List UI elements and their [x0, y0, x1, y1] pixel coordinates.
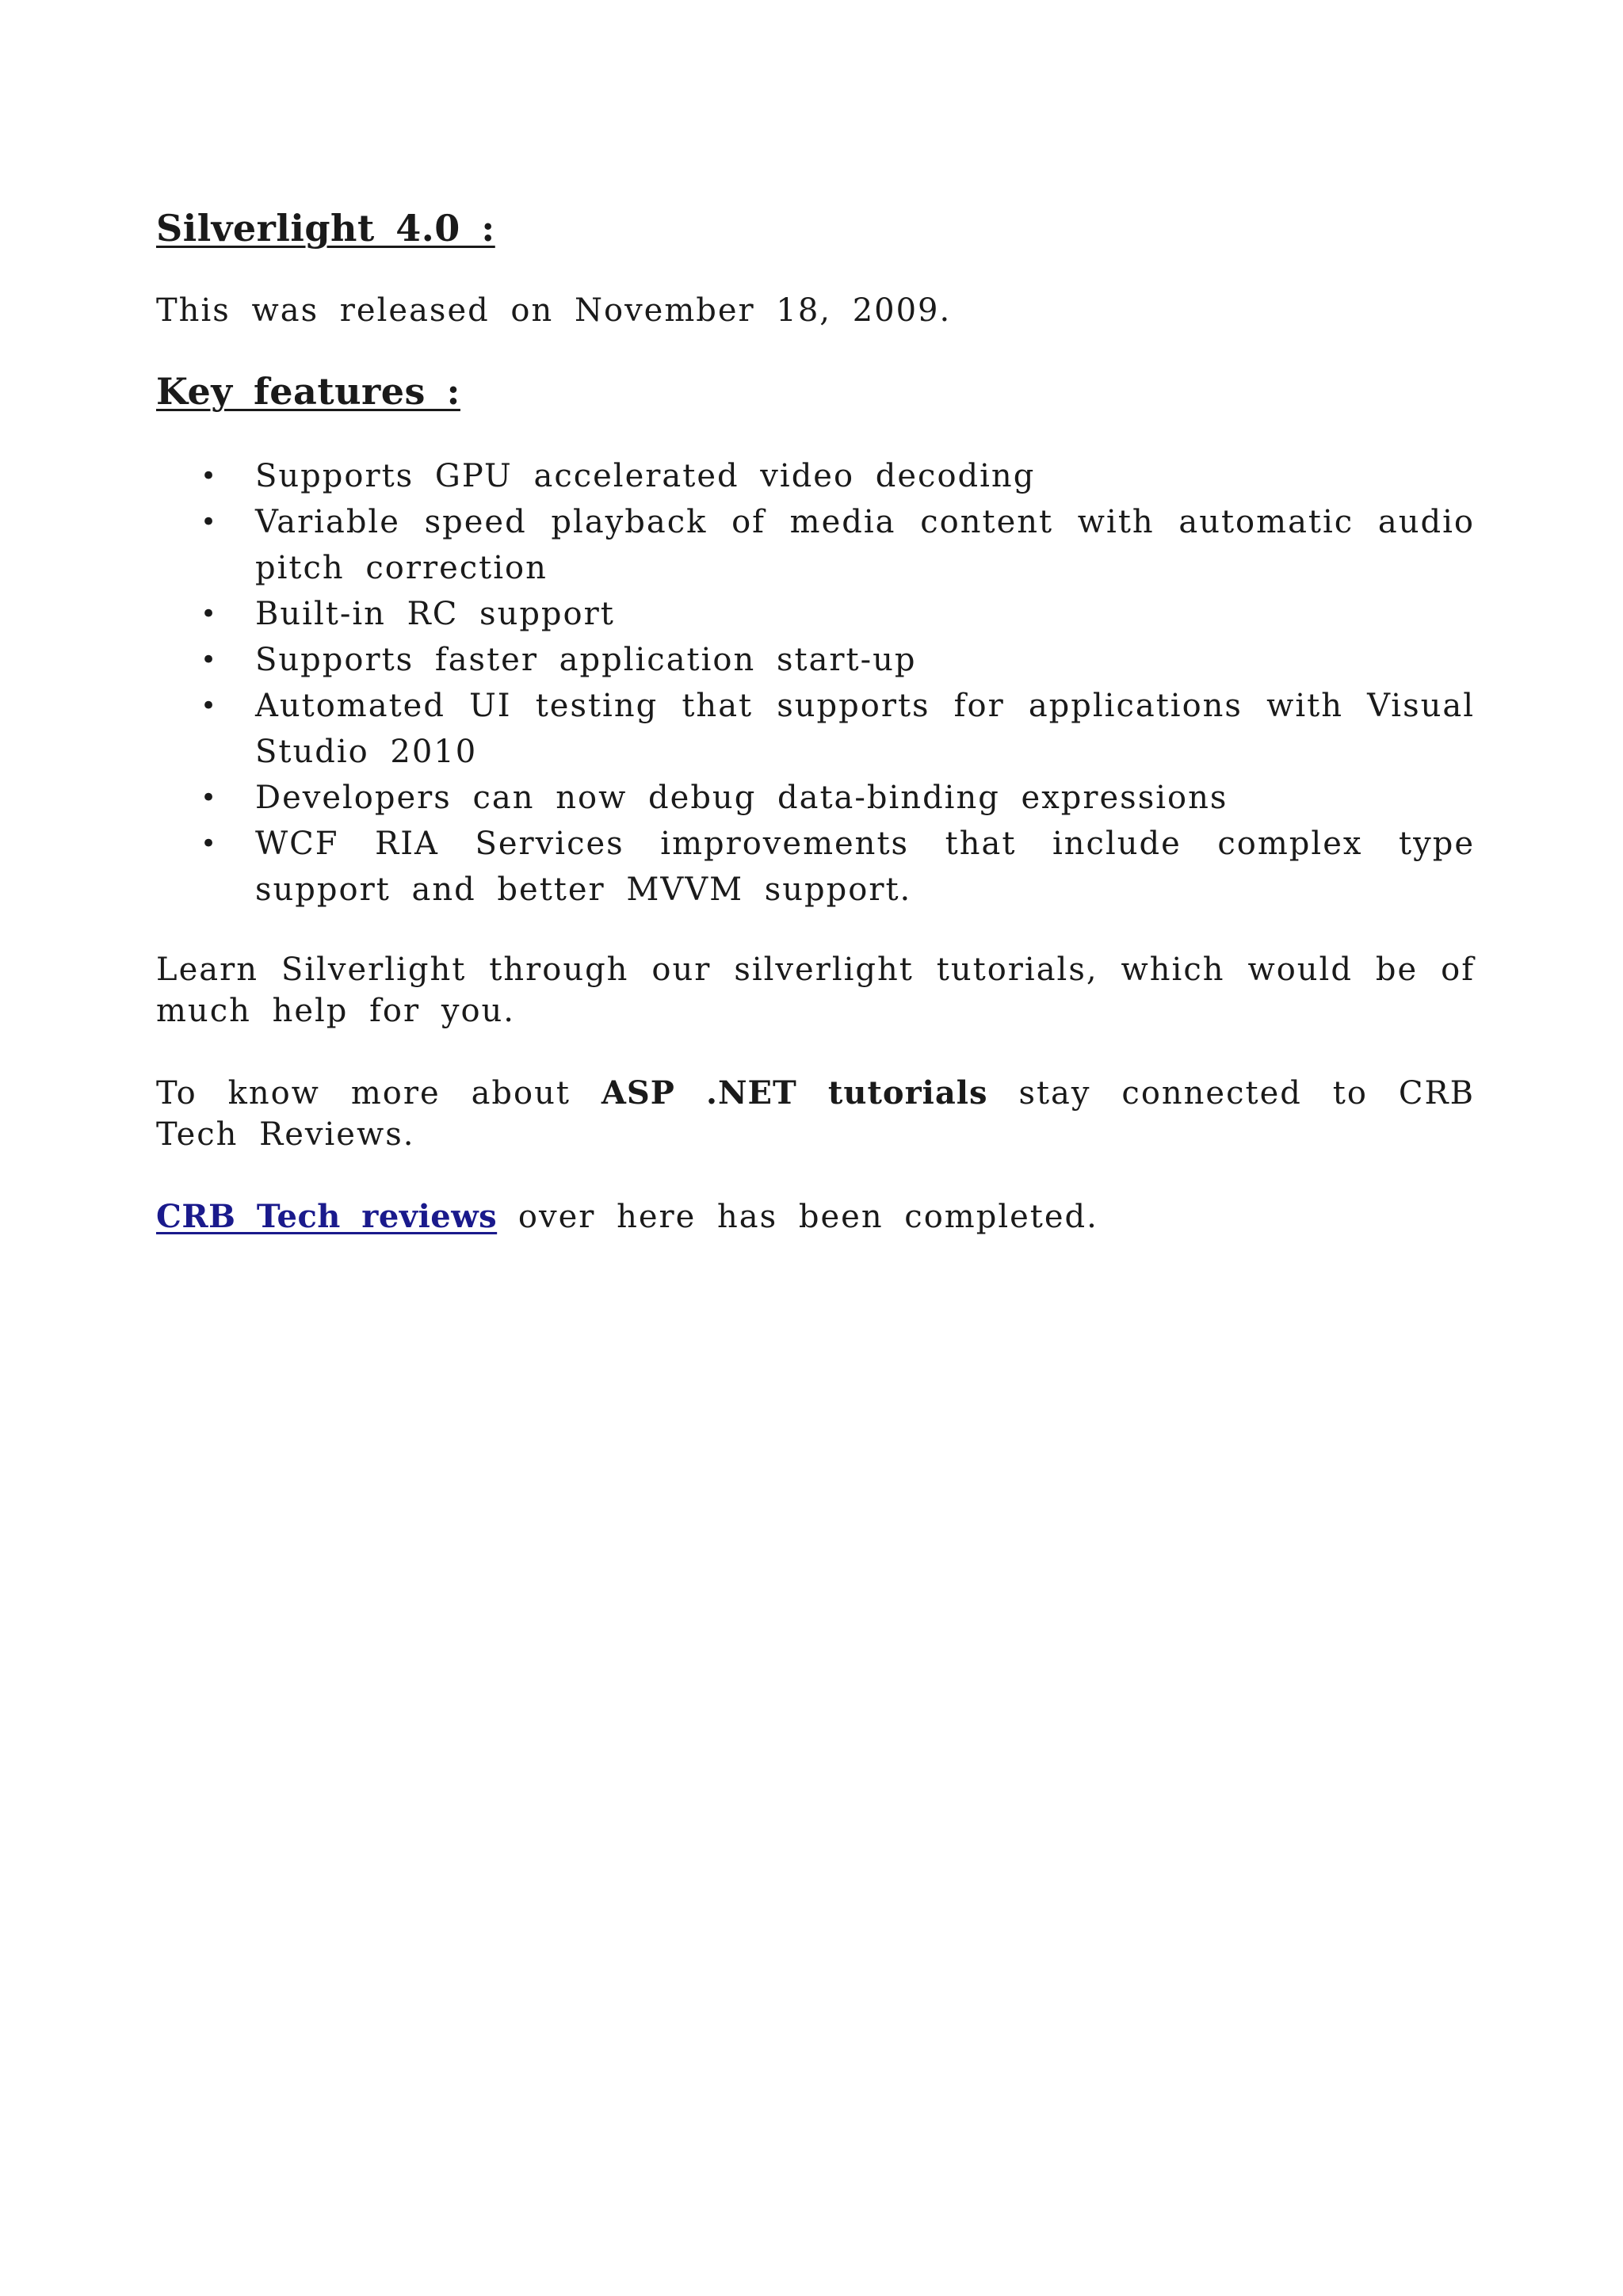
bullet-icon: •	[200, 690, 219, 722]
list-item	[156, 499, 1475, 591]
closing-suffix: over here has been completed.	[497, 1199, 1098, 1235]
bullet-icon: •	[200, 828, 219, 860]
feature-text: Developers can now debug data-binding expressions	[255, 780, 1228, 816]
list-item	[156, 591, 1475, 637]
bullet-icon: •	[200, 644, 219, 676]
know-more-suffix: stay connected to CRB Tech Reviews.	[156, 1075, 1475, 1153]
bullet-icon: •	[200, 460, 219, 492]
document-page	[156, 204, 1475, 1238]
crb-tech-reviews-link[interactable]: CRB Tech reviews	[156, 1198, 498, 1235]
bullet-icon: •	[200, 598, 219, 630]
feature-text: Supports faster application start-up	[255, 642, 917, 678]
list-item	[156, 453, 1475, 499]
feature-text: Variable speed playback of media content with automatic audio pitch correction	[255, 504, 1475, 586]
list-item	[156, 637, 1475, 683]
asp-net-tutorials-text: ASP .NET tutorials	[601, 1074, 988, 1112]
features-list	[156, 453, 1475, 913]
release-date-text: This was released on November 18, 2009.	[156, 292, 952, 329]
list-item	[156, 821, 1475, 913]
bullet-icon: •	[200, 782, 219, 814]
bullet-icon: •	[200, 506, 219, 538]
list-item	[156, 775, 1475, 821]
feature-text: Supports GPU accelerated video decoding	[255, 458, 1036, 494]
closing-paragraph	[156, 1196, 1475, 1238]
know-more-paragraph	[156, 1073, 1475, 1155]
feature-text: Automated UI testing that supports for applications with Visual Studio 2010	[255, 688, 1475, 770]
learn-paragraph: Learn Silverlight through our silverlight tutorials, which would be of much help for you.	[156, 952, 1475, 1029]
list-item	[156, 683, 1475, 775]
feature-text: Built-in RC support	[255, 596, 615, 632]
know-more-prefix: To know more about	[156, 1075, 601, 1112]
page-title: Silverlight 4.0 :	[156, 207, 495, 250]
key-features-heading: Key features :	[156, 370, 460, 413]
feature-text: WCF RIA Services improvements that include complex type support and better MVVM support.	[255, 826, 1475, 908]
